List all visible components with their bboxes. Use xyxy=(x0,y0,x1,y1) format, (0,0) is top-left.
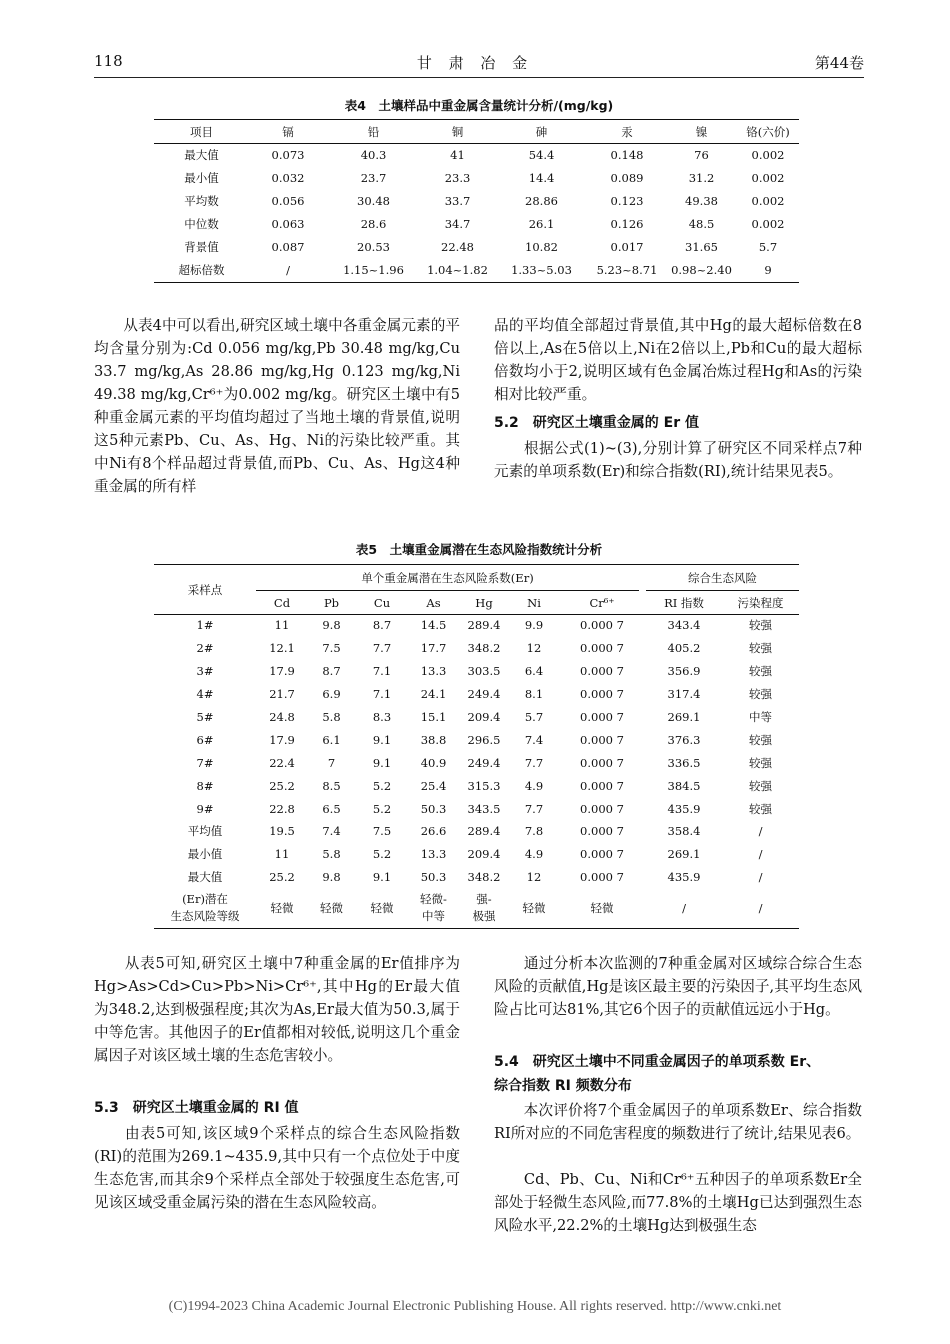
table5-cell: 25.4 xyxy=(420,778,447,793)
table5-row-label: 1# xyxy=(196,618,214,633)
table5-cell: 9.1 xyxy=(372,755,392,770)
volume: 第44卷 xyxy=(814,54,864,72)
table5-cell: 343.4 xyxy=(667,618,701,633)
risk-level-label-line1: (Er)潜在 xyxy=(182,892,228,906)
table5-cell: 较强 xyxy=(749,687,772,702)
table4-cell: 10.82 xyxy=(525,239,558,254)
table5-cell: 8.7 xyxy=(372,618,392,633)
table4-cell: 48.5 xyxy=(688,216,715,231)
table5-row-label: 5# xyxy=(196,710,214,724)
table5-cell: 315.3 xyxy=(467,778,501,793)
table4-cell: 5.23~8.71 xyxy=(596,262,658,277)
table5-cell: 7.5 xyxy=(322,641,341,656)
table5-cell: 13.3 xyxy=(420,664,447,679)
table4-cell: 0.089 xyxy=(610,170,644,185)
table4-cell: 28.6 xyxy=(360,216,387,231)
table5-cell: 8.3 xyxy=(372,710,392,724)
copyright-footer: (C)1994-2023 China Academic Journal Electronic Publishing House. All rights reserved. http://www.cnki.net xyxy=(168,1299,782,1314)
table4-row xyxy=(154,235,799,258)
table4-cell: 41 xyxy=(450,147,465,162)
table5-cell: 19.5 xyxy=(269,824,295,839)
table4-cell: 49.38 xyxy=(685,193,718,208)
table5-cell: 7.7 xyxy=(372,641,392,656)
risk-cd: 轻微 xyxy=(270,900,294,915)
table5-cell: 5.2 xyxy=(372,778,392,793)
table5-subheader: Cu xyxy=(373,595,391,610)
table5-cell: 0.000 7 xyxy=(580,801,624,816)
table5-cell: 0.000 7 xyxy=(580,847,624,862)
risk-level-label-line2: 生态风险等级 xyxy=(170,909,240,923)
table5-cell: 8.7 xyxy=(322,664,341,679)
table5-cell: 较强 xyxy=(749,618,772,633)
risk-level-label xyxy=(154,889,256,927)
table5-cell: 9.8 xyxy=(322,618,341,633)
risk-hg-line1: 强- xyxy=(476,892,492,906)
table5-cell: 24.8 xyxy=(269,710,295,724)
table5-row xyxy=(154,637,799,660)
table5-row xyxy=(154,751,799,774)
table5-cell: 289.4 xyxy=(467,824,501,839)
table4-cell: 0.126 xyxy=(610,216,644,231)
table5-cell: / xyxy=(758,824,763,839)
risk-ni: 轻微 xyxy=(522,900,546,915)
table5-cell: 22.8 xyxy=(269,801,295,816)
section-5-3-heading: 5.3 研究区土壤重金属的 RI 值 xyxy=(94,1100,299,1116)
table5-row xyxy=(154,797,799,820)
table5-cell: 343.5 xyxy=(467,801,501,816)
risk-hg-line2: 极强 xyxy=(472,909,496,923)
table5-cell: 12 xyxy=(526,641,542,656)
table4-cell: 0.017 xyxy=(610,239,644,254)
table4-row-label: 背景值 xyxy=(184,239,219,254)
table5-cell: 9.9 xyxy=(524,618,544,633)
table4-row xyxy=(154,212,799,235)
table5-cell: 209.4 xyxy=(467,710,501,724)
right-paragraph-2: 根据公式(1)~(3),分别计算了研究区不同采样点7种元素的单项系数(Er)和综合指数(RI),统计结果见表5。 xyxy=(494,440,862,480)
table5-cell: 12.1 xyxy=(269,641,295,656)
table4-header: 铅 xyxy=(367,124,380,139)
table5-cell: 7.4 xyxy=(524,732,544,747)
table5-cell: / xyxy=(758,847,763,862)
table5-cell: 209.4 xyxy=(467,847,501,862)
left-paragraph-1: 从表4中可以看出,研究区域土壤中各重金属元素的平均含量分别为:Cd 0.056 mg/kg,Pb 30.48 mg/kg,Cu 33.7 mg/kg,As 28.86 mg/kg,Hg 0.123 mg/kg,Ni 49.38 mg/kg,Cr⁶⁺为0.002 mg/kg。研究区土壤中有5种重金属元素的平均值均超过了当地土壤的背景值,说明这5种元素Pb、Cu、As、Hg、Ni的污染比较严重。其中Ni有8个样品超过背景值,而Pb、Cu、As、Hg这4种重金属的所有样 xyxy=(94,317,465,495)
header-rule xyxy=(94,77,864,78)
table5-cell: 21.7 xyxy=(269,687,295,702)
table4-header: 镍 xyxy=(695,124,708,139)
table5-cell: 5.8 xyxy=(322,710,341,724)
table5-cell: 249.4 xyxy=(467,755,501,770)
table5-cell: 26.6 xyxy=(420,824,447,839)
table5-site-header: 采样点 xyxy=(187,582,223,597)
risk-as-line1: 轻微- xyxy=(420,892,447,906)
table5-cell: 303.5 xyxy=(467,664,501,679)
table4-cell: 0.148 xyxy=(610,147,644,162)
table5-cell: 17.9 xyxy=(269,664,295,679)
table5-cell: 6.5 xyxy=(322,801,341,816)
table4-cell: 0.002 xyxy=(751,216,785,231)
table5-cell: 较强 xyxy=(749,801,772,816)
risk-level: / xyxy=(758,900,763,915)
risk-as xyxy=(409,889,458,927)
table5-row-label: 平均值 xyxy=(187,824,223,839)
section-5-4-heading-line1: 5.4 研究区土壤中不同重金属因子的单项系数 Er、 xyxy=(494,1054,821,1070)
table5-cell: 8.5 xyxy=(322,778,341,793)
table5-row-label: 9# xyxy=(196,801,214,816)
table5-cell: 50.3 xyxy=(420,870,447,885)
table4-cell: 0.032 xyxy=(271,170,305,185)
table5-cell: 4.9 xyxy=(524,778,544,793)
table4-cell: 0.087 xyxy=(271,239,305,254)
table4-cell: / xyxy=(286,262,290,277)
table5-subheader: Hg xyxy=(475,595,493,610)
table5-cell: 0.000 7 xyxy=(580,641,624,656)
table5-row xyxy=(154,660,799,683)
table5-cell: 12 xyxy=(526,870,542,885)
table5-subheader: Cd xyxy=(273,595,291,610)
table5-cell: 7.7 xyxy=(524,755,544,770)
table5-cell: 较强 xyxy=(749,778,772,793)
table5-row-label: 最小值 xyxy=(187,847,223,862)
table4-cell: 14.4 xyxy=(528,170,555,185)
table4-cell: 54.4 xyxy=(528,147,555,162)
table5-subheader: Ni xyxy=(527,595,541,610)
table5-cell: 较强 xyxy=(749,732,772,747)
table5-cell: 376.3 xyxy=(667,732,701,747)
table5-cell: 384.5 xyxy=(667,778,701,793)
table5-subheader: RI 指数 xyxy=(664,595,704,610)
table5-cell: 较强 xyxy=(749,755,772,770)
table5-subheader-blank xyxy=(154,591,256,614)
right-paragraph-4: 本次评价将7个重金属因子的单项系数Er、综合指数RI所对应的不同危害程度的频数进行了统计,结果见表6。 xyxy=(494,1102,862,1142)
table5-row xyxy=(154,820,799,843)
table4-cell: 0.063 xyxy=(271,216,305,231)
table5-row xyxy=(154,728,799,751)
table4-bottom-rule xyxy=(154,282,799,283)
table5-cell: 50.3 xyxy=(420,801,447,816)
table4-cell: 30.48 xyxy=(357,193,390,208)
table5-cell: 7.1 xyxy=(372,664,392,679)
table5-cell: 249.4 xyxy=(467,687,501,702)
table5-cell: 348.2 xyxy=(467,641,501,656)
table4-row xyxy=(154,258,799,281)
table5-row-label: 8# xyxy=(196,778,214,793)
table5-row xyxy=(154,843,799,866)
table5-cell: 6.4 xyxy=(524,664,544,679)
table5-cell: 269.1 xyxy=(667,847,701,862)
left-paragraph-3: 从表5可知,研究区土壤中7种重金属的Er值排序为Hg>As>Cd>Cu>Pb>Ni>Cr⁶⁺,其中Hg的Er最大值为348.2,达到极强程度;其次为As,Er最大值为50.3,属于中等危害。其他因子的Er值都相对较低,说明这几个重金属因子对该区域土壤的生态危害较小。 xyxy=(94,955,460,1064)
table5-subheader: Pb xyxy=(323,595,340,610)
table5-row-label: 6# xyxy=(196,732,214,747)
table5-row-label: 4# xyxy=(196,687,214,702)
table5-group-comp: 综合生态风险 xyxy=(688,571,757,585)
table4-cell: 0.98~2.40 xyxy=(671,262,732,277)
table4-caption: 表4 土壤样品中重金属含量统计分析/(mg/kg) xyxy=(344,98,614,113)
table5-cell: 0.000 7 xyxy=(580,618,624,633)
right-paragraph-5: Cd、Pb、Cu、Ni和Cr⁶⁺五种因子的单项系数Er全部处于轻微生态风险,而77.8%的土壤Hg已达到强烈生态风险水平,22.2%的土壤Hg达到极强生态 xyxy=(494,1171,862,1234)
risk-as-line2: 中等 xyxy=(422,909,445,923)
table5-cell: 11 xyxy=(274,847,290,862)
table5-cell: 289.4 xyxy=(467,618,501,633)
table5-cell: 0.000 7 xyxy=(580,732,624,747)
table4-cell: 1.33~5.03 xyxy=(511,262,572,277)
table5-cell: 中等 xyxy=(749,710,772,724)
table5-cell: 269.1 xyxy=(667,710,701,724)
table5-cell: 356.9 xyxy=(667,664,701,679)
table5-subheader: 污染程度 xyxy=(737,595,784,610)
table5 xyxy=(154,591,799,889)
table5-cell: 15.1 xyxy=(420,710,447,724)
table5-row-label: 7# xyxy=(196,755,214,770)
table5-cell: 9.1 xyxy=(372,870,392,885)
table4-header: 镉 xyxy=(282,124,294,139)
table5-cell: 7.5 xyxy=(372,824,392,839)
table5-group-single: 单个重金属潜在生态风险系数(Er) xyxy=(361,571,534,585)
table5-cell: 6.1 xyxy=(322,732,341,747)
table4-cell: 76 xyxy=(694,147,709,162)
table4-cell: 26.1 xyxy=(528,216,555,231)
risk-hg xyxy=(458,889,510,927)
table5-cell: 317.4 xyxy=(667,687,701,702)
table4-row-label: 最大值 xyxy=(184,147,219,162)
table5-cell: 5.2 xyxy=(372,801,392,816)
table5-cell: 7.7 xyxy=(524,801,544,816)
table5-cell: 5.2 xyxy=(372,847,392,862)
table5-cell: 38.8 xyxy=(420,732,447,747)
table4-header: 项目 xyxy=(190,124,213,139)
table5-risk-level-row xyxy=(154,889,799,927)
table4-cell: 0.002 xyxy=(751,193,785,208)
table4-header: 汞 xyxy=(621,124,633,139)
table5-cell: 0.000 7 xyxy=(580,778,624,793)
table4-cell: 0.073 xyxy=(271,147,305,162)
table4-cell: 23.3 xyxy=(444,170,471,185)
table5-cell: 7.8 xyxy=(524,824,544,839)
table5-cell: 9.8 xyxy=(322,870,341,885)
section-5-4-heading-line2: 综合指数 RI 频数分布 xyxy=(494,1078,632,1094)
risk-ri: / xyxy=(682,900,686,915)
table5-cell: 较强 xyxy=(749,641,772,656)
table5-row xyxy=(154,614,799,637)
table5-cell: 348.2 xyxy=(467,870,501,885)
risk-cu: 轻微 xyxy=(370,900,394,915)
table5-cell: 11 xyxy=(274,618,290,633)
table5-row xyxy=(154,706,799,729)
table4-cell: 28.86 xyxy=(525,193,558,208)
table4-cell: 0.002 xyxy=(751,170,785,185)
journal-title: 甘 肃 冶 金 xyxy=(416,54,534,72)
table5-cell: 0.000 7 xyxy=(580,664,624,679)
table5-subheader: As xyxy=(426,595,441,610)
table5-row xyxy=(154,683,799,706)
table5-cell: 0.000 7 xyxy=(580,824,624,839)
table4-cell: 31.2 xyxy=(688,170,715,185)
table4-row xyxy=(154,143,799,166)
table4-cell: 0.056 xyxy=(271,193,305,208)
table5-cell: 17.9 xyxy=(269,732,295,747)
table5-cell: 较强 xyxy=(749,664,772,679)
table5-row-label: 2# xyxy=(196,641,214,656)
table5-cell: 24.1 xyxy=(420,687,447,702)
table5-cell: 0.000 7 xyxy=(580,687,624,702)
table5-cell: 25.2 xyxy=(269,870,295,885)
table5-row-label: 最大值 xyxy=(187,870,223,885)
table5-cell: 7.4 xyxy=(322,824,341,839)
table5-cell: 405.2 xyxy=(667,641,701,656)
table5-cell: 25.2 xyxy=(269,778,295,793)
table4-header-row xyxy=(154,120,799,143)
table4 xyxy=(154,120,799,281)
table5-cell: 13.3 xyxy=(420,847,447,862)
table4-cell: 23.7 xyxy=(360,170,387,185)
table4-row-label: 平均数 xyxy=(184,193,219,208)
table5-row xyxy=(154,774,799,797)
table4-row-label: 中位数 xyxy=(184,216,219,231)
table5-cell: 296.5 xyxy=(467,732,501,747)
table5-cell: 358.4 xyxy=(667,824,701,839)
table5-cell: 5.7 xyxy=(524,710,544,724)
table5-cell: 0.000 7 xyxy=(580,755,624,770)
table5-cell: 7.1 xyxy=(372,687,392,702)
table4-cell: 0.002 xyxy=(751,147,785,162)
table4-row-label: 超标倍数 xyxy=(178,262,225,277)
right-paragraph-3: 通过分析本次监测的7种重金属对区域综合综合生态风险的贡献值,Hg是该区最主要的污染因子,其平均生态风险占比可达81%,其它6个因子的贡献值远远小于Hg。 xyxy=(494,955,862,1018)
table5-cell: 6.9 xyxy=(322,687,341,702)
table5-cell: / xyxy=(758,870,763,885)
table5-cell: 435.9 xyxy=(667,870,701,885)
table4-cell: 40.3 xyxy=(360,147,387,162)
table4-cell: 20.53 xyxy=(357,239,390,254)
table4-header: 砷 xyxy=(535,124,548,139)
table5-row xyxy=(154,866,799,889)
table5-cell: 40.9 xyxy=(420,755,447,770)
table4-cell: 1.15~1.96 xyxy=(343,262,404,277)
table4-cell: 1.04~1.82 xyxy=(427,262,488,277)
table5-cell: 0.000 7 xyxy=(580,710,624,724)
table5-cell: 9.1 xyxy=(372,732,392,747)
table4-cell: 31.65 xyxy=(685,239,718,254)
left-paragraph-4: 由表5可知,该区域9个采样点的综合生态风险指数(RI)的范围为269.1~435.9,其中只有一个点位处于中度生态危害,而其余9个采样点全部处于较强度生态危害,可见该区域受重金属污染的潜在生态风险较高。 xyxy=(94,1125,460,1211)
table5-cell: 0.000 7 xyxy=(580,870,624,885)
table5-cell: 17.7 xyxy=(420,641,447,656)
table5-cell: 435.9 xyxy=(667,801,701,816)
risk-cr: 轻微 xyxy=(590,900,614,915)
table5-bottom-rule xyxy=(154,928,799,929)
table4-cell: 9 xyxy=(764,262,772,277)
table5-cell: 5.8 xyxy=(322,847,341,862)
table4-row xyxy=(154,189,799,212)
table5-cell: 7 xyxy=(327,755,336,770)
table5-cell: 22.4 xyxy=(269,755,295,770)
table4-cell: 33.7 xyxy=(444,193,471,208)
section-5-2-heading: 5.2 研究区土壤重金属的 Er 值 xyxy=(494,415,700,431)
table5-cell: 4.9 xyxy=(524,847,544,862)
risk-pb: 轻微 xyxy=(320,900,343,915)
table5-cell: 8.1 xyxy=(524,687,544,702)
table5-row-label: 3# xyxy=(196,664,214,679)
table4-cell: 5.7 xyxy=(758,239,778,254)
table5-subheader: Cr⁶⁺ xyxy=(589,595,615,610)
table5-cell: 336.5 xyxy=(667,755,701,770)
right-paragraph-1: 品的平均值全部超过背景值,其中Hg的最大超标倍数在8倍以上,As在5倍以上,Ni在2倍以上,Pb和Cu的最大超标倍数均小于2,说明区域有色金属冶炼过程Hg和As的污染相对比较严重。 xyxy=(494,317,862,403)
table4-cell: 22.48 xyxy=(441,239,474,254)
table4-row xyxy=(154,166,799,189)
table4-header: 铜 xyxy=(451,124,464,139)
table5-subheader-row xyxy=(154,591,799,614)
table5-caption: 表5 土壤重金属潜在生态风险指数统计分析 xyxy=(355,542,603,557)
page-number: 118 xyxy=(94,52,123,70)
table4-cell: 0.123 xyxy=(610,193,644,208)
table4-cell: 34.7 xyxy=(444,216,471,231)
table5-cell: 14.5 xyxy=(420,618,447,633)
table4-header: 铬(六价) xyxy=(746,124,790,139)
table4-row-label: 最小值 xyxy=(184,170,219,185)
